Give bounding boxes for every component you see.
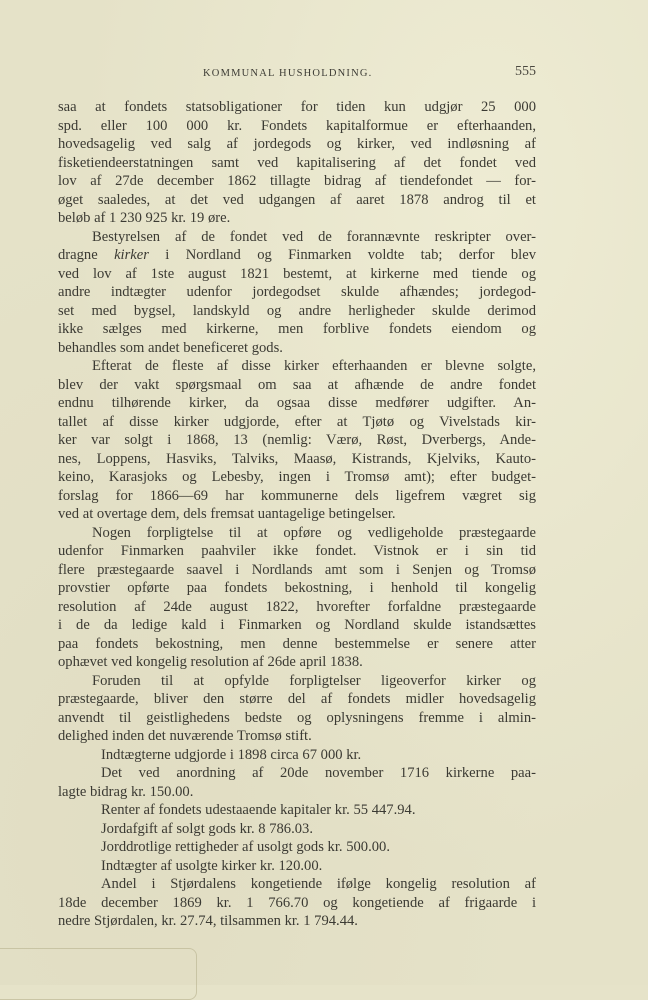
- text-line: anvendt til geistlighedens bedste og oplysningens fremme i almin-: [58, 709, 536, 726]
- text-line: ikke sælges med kirkerne, men forblive fondets eiendom og: [58, 321, 536, 337]
- text-line: lov af 27de december 1862 tillagte bidrag af tiendefondet — for-: [58, 173, 536, 189]
- text-line: dragne kirker i Nordland og Finmarken voldte tab; derfor blev: [58, 247, 536, 263]
- text-line: endnu tilhørende kirker, da ogsaa disse medfører udgifter. An-: [58, 395, 536, 411]
- text-line: beløb af 1 230 925 kr. 19 øre.: [58, 210, 231, 226]
- text-line: spd. eller 100 000 kr. Fondets kapitalformue er efterhaanden,: [58, 117, 536, 134]
- text-line: i de da ledige kald i Finmarken og Nordland skulde istandsættes: [58, 617, 536, 633]
- italic-word: kirker: [114, 247, 149, 263]
- running-title: KOMMUNAL HUSHOLDNING.: [203, 68, 373, 79]
- text-line: resolution af 24de august 1822, hvorefter forfaldne præstegaarde: [58, 598, 536, 615]
- running-head: [58, 64, 536, 84]
- text-line: provstier opførte paa fondets bekostning, i henhold til kongelig: [58, 580, 536, 596]
- text-line: ved lov af 1ste august 1821 bestemt, at kirkerne med tiende og: [58, 265, 536, 282]
- library-stamp-outline: [0, 948, 197, 1000]
- text-line: Renter af fondets udestaaende kapitaler kr. 55 447.94.: [101, 802, 416, 818]
- text-line: nedre Stjørdalen, kr. 27.74, tilsammen kr. 1 794.44.: [58, 913, 358, 929]
- text-line: forslag for 1866—69 har kommunerne dels ligefrem vægret sig: [58, 487, 536, 504]
- page-number: 555: [515, 64, 536, 79]
- text-line: blev der vakt spørgsmaal om saa at afhænde de andre fondet: [58, 376, 536, 393]
- text-line: delighed inden det nuværende Tromsø stift.: [58, 728, 312, 744]
- text-line: fisketiendeerstatningen samt ved kapitalisering af det fondet ved: [58, 154, 536, 171]
- text-line: behandles som andet beneficeret gods.: [58, 339, 283, 356]
- text-line: keino, Karasjoks og Lebesby, ingen i Tromsø amt); efter budget-: [58, 469, 536, 485]
- text-line: Jorddrotlige rettigheder af usolgt gods kr. 500.00.: [101, 839, 390, 855]
- body-text: [58, 98, 536, 931]
- text-line: set med bygsel, landskyld og andre herligheder skulde derimod: [58, 302, 536, 319]
- text-line: Indtægterne udgjorde i 1898 circa 67 000 kr.: [101, 746, 362, 763]
- text-line: andre indtægter udenfor jordegodset skulde afhændes; jordegod-: [58, 284, 536, 300]
- text-line: udenfor Finmarken paahviler ikke fondet. Vistnok er i sin tid: [58, 543, 536, 559]
- text-line: tallet af disse kirker udgjorde, efter at Tjøtø og Vivelstads kir-: [58, 413, 536, 430]
- text-line: Efterat de fleste af disse kirker efterhaanden er blevne solgte,: [92, 358, 536, 374]
- text-line: Andel i Stjørdalens kongetiende ifølge kongelig resolution af: [101, 876, 536, 892]
- text-line: ophævet ved kongelig resolution af 26de april 1838.: [58, 654, 363, 670]
- text-line: hovedsagelig ved salg af jordegods og kirker, ved indløsning af: [58, 136, 536, 152]
- text-line: Det ved anordning af 20de november 1716 kirkerne paa-: [101, 765, 536, 781]
- text-line: 18de december 1869 kr. 1 766.70 og kongetiende af frigaarde i: [58, 894, 536, 911]
- text-line: paa fondets bekostning, men denne bestemmelse er senere atter: [58, 635, 536, 652]
- text-line: Nogen forpligtelse til at opføre og vedligeholde præstegaarde: [92, 524, 536, 541]
- text-line: lagte bidrag kr. 150.00.: [58, 783, 194, 800]
- text-line: Bestyrelsen af de fondet ved de forannævnte reskripter over-: [92, 228, 536, 245]
- text-line: saa at fondets statsobligationer for tiden kun udgjør 25 000: [58, 99, 536, 115]
- text-line: ved at overtage dem, dels fremsat uantagelige betingelser.: [58, 506, 396, 522]
- text-line: ker var solgt i 1868, 13 (nemlig: Værø, Røst, Dverbergs, Ande-: [58, 432, 536, 448]
- text-line: nes, Loppens, Hasviks, Talviks, Maasø, Kistrands, Kjelviks, Kauto-: [58, 450, 536, 467]
- text-line: øget saaledes, at det ved udgangen af aaret 1878 androg til et: [58, 191, 536, 208]
- text-line: Indtægter af usolgte kirker kr. 120.00.: [101, 857, 323, 874]
- text-line: præstegaarde, bliver den større del af fondets midler hovedsagelig: [58, 691, 536, 707]
- text-line: Jordafgift af solgt gods kr. 8 786.03.: [101, 820, 313, 837]
- text-line: flere præstegaarde saavel i Nordlands amt som i Senjen og Tromsø: [58, 561, 536, 578]
- text-line: Foruden til at opfylde forpligtelser ligeoverfor kirker og: [92, 672, 536, 689]
